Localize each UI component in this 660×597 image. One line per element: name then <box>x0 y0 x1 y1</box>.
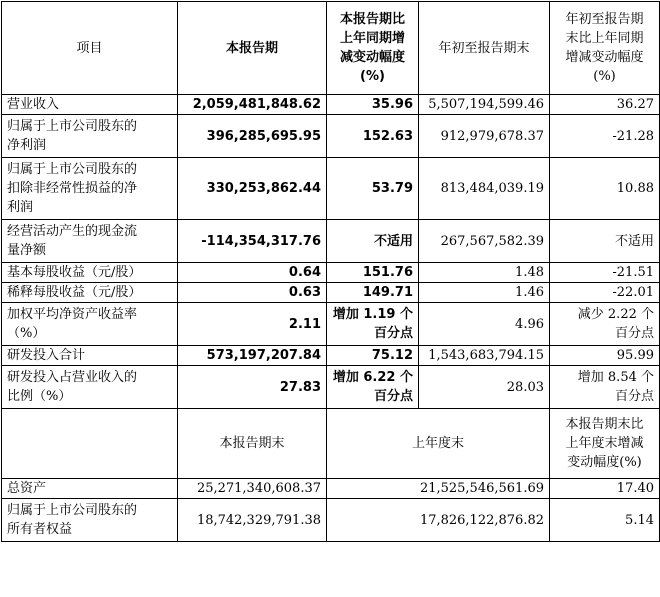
text-line: 149.71 <box>362 285 413 300</box>
text-line: 扣除非经常性损益的净 <box>7 181 138 196</box>
ytd-change <box>550 303 660 346</box>
text-line: 总资产 <box>7 481 47 496</box>
text-line: 营业收入 <box>7 97 60 112</box>
table-row <box>2 115 660 158</box>
text-line: 归属于上市公司股东的 <box>7 119 138 134</box>
text-line: 本报告期比 <box>339 12 405 27</box>
ytd-change <box>550 263 660 283</box>
text-line: 经营活动产生的现金流 <box>7 224 138 239</box>
header-row-2 <box>2 409 660 479</box>
header2-change <box>550 409 660 479</box>
header-row <box>2 2 660 95</box>
text-line: -22.01 <box>612 285 654 300</box>
current-value: 2,059,481,848.62 <box>178 95 327 115</box>
text-line: 35.96 <box>371 97 413 112</box>
ytd-value: 912,979,678.37 <box>419 115 550 158</box>
current-value: 396,285,695.95 <box>178 115 327 158</box>
text-line: 增加 8.54 个 <box>577 370 654 385</box>
text-line: 量净额 <box>7 243 47 258</box>
ytd-change <box>550 366 660 409</box>
text-line: 增加 6.22 个 <box>332 370 413 385</box>
text-line: 减少 2.22 个 <box>577 307 654 322</box>
text-line: (%) <box>360 69 385 84</box>
current-value: 330,253,862.44 <box>178 158 327 220</box>
current-change <box>327 95 419 115</box>
text-line: -21.28 <box>612 128 654 144</box>
current-change <box>327 263 419 283</box>
text-line: 增加 1.19 个 <box>332 307 413 322</box>
row-label <box>2 95 178 115</box>
text-line: 归属于上市公司股东的 <box>7 162 138 177</box>
table-row <box>2 499 660 542</box>
current-change <box>327 283 419 303</box>
text-line: 36.27 <box>616 97 654 112</box>
current-value: 573,197,207.84 <box>178 346 327 366</box>
ytd-change <box>550 346 660 366</box>
last-year-end-value: 21,525,546,561.69 <box>327 479 550 499</box>
ytd-value: 813,484,039.19 <box>419 158 550 220</box>
ytd-change <box>550 283 660 303</box>
row-label <box>2 499 178 542</box>
ytd-value: 1.48 <box>419 263 550 283</box>
table-row <box>2 366 660 409</box>
current-change <box>327 115 419 158</box>
current-change <box>327 303 419 346</box>
header-item: 项目 <box>2 2 178 95</box>
table-row <box>2 158 660 220</box>
text-line: 百分点 <box>614 389 654 404</box>
header-current-change <box>327 2 419 95</box>
table-row <box>2 479 660 499</box>
ytd-value: 5,507,194,599.46 <box>419 95 550 115</box>
text-line: 不适用 <box>373 233 413 249</box>
text-line: 53.79 <box>371 181 413 196</box>
table-row <box>2 346 660 366</box>
header-ytd: 年初至报告期末 <box>419 2 550 95</box>
table-row <box>2 303 660 346</box>
text-line: 研发投入合计 <box>7 348 86 363</box>
text-line: 本报告期末比 <box>565 417 644 432</box>
ytd-change <box>550 158 660 220</box>
text-line: 归属于上市公司股东的 <box>7 503 138 518</box>
row-label <box>2 263 178 283</box>
text-line: 上年同期增 <box>339 31 405 46</box>
row-label <box>2 479 178 499</box>
current-value: 27.83 <box>178 366 327 409</box>
text-line: 年初至报告期 <box>565 12 644 27</box>
text-line: 所有者权益 <box>7 522 73 537</box>
text-line: 151.76 <box>362 265 413 280</box>
current-change <box>327 366 419 409</box>
last-year-end-value: 17,826,122,876.82 <box>327 499 550 542</box>
text-line: 不适用 <box>614 233 654 249</box>
text-line: -21.51 <box>612 265 654 280</box>
text-line: 百分点 <box>373 389 413 404</box>
current-change <box>327 220 419 263</box>
text-line: 利润 <box>7 200 34 215</box>
ytd-value: 1.46 <box>419 283 550 303</box>
text-line: （%） <box>7 326 46 341</box>
table-row <box>2 220 660 263</box>
ytd-value: 4.96 <box>419 303 550 346</box>
text-line: (%) <box>593 69 616 84</box>
text-line: 加权平均净资产收益率 <box>7 307 138 322</box>
text-line: 减变动幅度 <box>339 50 405 65</box>
table-row <box>2 95 660 115</box>
ytd-change <box>550 95 660 115</box>
ytd-change <box>550 220 660 263</box>
text-line: 变动幅度(%) <box>567 455 642 470</box>
text-line: 稀释每股收益（元/股） <box>7 285 142 300</box>
ytd-value: 1,543,683,794.15 <box>419 346 550 366</box>
text-line: 10.88 <box>616 181 654 196</box>
text-line: 增减变动幅度 <box>565 50 644 65</box>
header2-period-end: 本报告期末 <box>178 409 327 479</box>
current-value: 0.64 <box>178 263 327 283</box>
table-row <box>2 283 660 303</box>
row-label <box>2 220 178 263</box>
current-change <box>327 346 419 366</box>
table-body <box>2 2 660 542</box>
text-line: 净利润 <box>7 138 47 153</box>
row-label <box>2 366 178 409</box>
text-line: 95.99 <box>616 348 654 363</box>
ytd-value: 28.03 <box>419 366 550 409</box>
text-line: 研发投入占营业收入的 <box>7 370 138 385</box>
row-label <box>2 158 178 220</box>
current-value: -114,354,317.76 <box>178 220 327 263</box>
ytd-value: 267,567,582.39 <box>419 220 550 263</box>
current-value: 0.63 <box>178 283 327 303</box>
header-ytd-change <box>550 2 660 95</box>
row-label <box>2 303 178 346</box>
row-label <box>2 115 178 158</box>
header-current-period: 本报告期 <box>178 2 327 95</box>
text-line: 百分点 <box>614 326 654 341</box>
text-line: 上年度末增减 <box>565 436 644 451</box>
text-line: 基本每股收益（元/股） <box>7 265 142 280</box>
header2-empty <box>2 409 178 479</box>
row-label <box>2 346 178 366</box>
text-line: 末比上年同期 <box>565 31 644 46</box>
table-row <box>2 263 660 283</box>
financial-data-table <box>1 1 660 542</box>
period-end-value: 25,271,340,608.37 <box>178 479 327 499</box>
text-line: 比例（%） <box>7 389 72 404</box>
current-change <box>327 158 419 220</box>
text-line: 百分点 <box>373 326 413 341</box>
row-label <box>2 283 178 303</box>
text-line: 75.12 <box>371 348 413 363</box>
text-line: 152.63 <box>362 128 413 144</box>
change-value: 5.14 <box>550 499 660 542</box>
header2-last-year-end: 上年度末 <box>327 409 550 479</box>
period-end-value: 18,742,329,791.38 <box>178 499 327 542</box>
change-value: 17.40 <box>550 479 660 499</box>
current-value: 2.11 <box>178 303 327 346</box>
ytd-change <box>550 115 660 158</box>
